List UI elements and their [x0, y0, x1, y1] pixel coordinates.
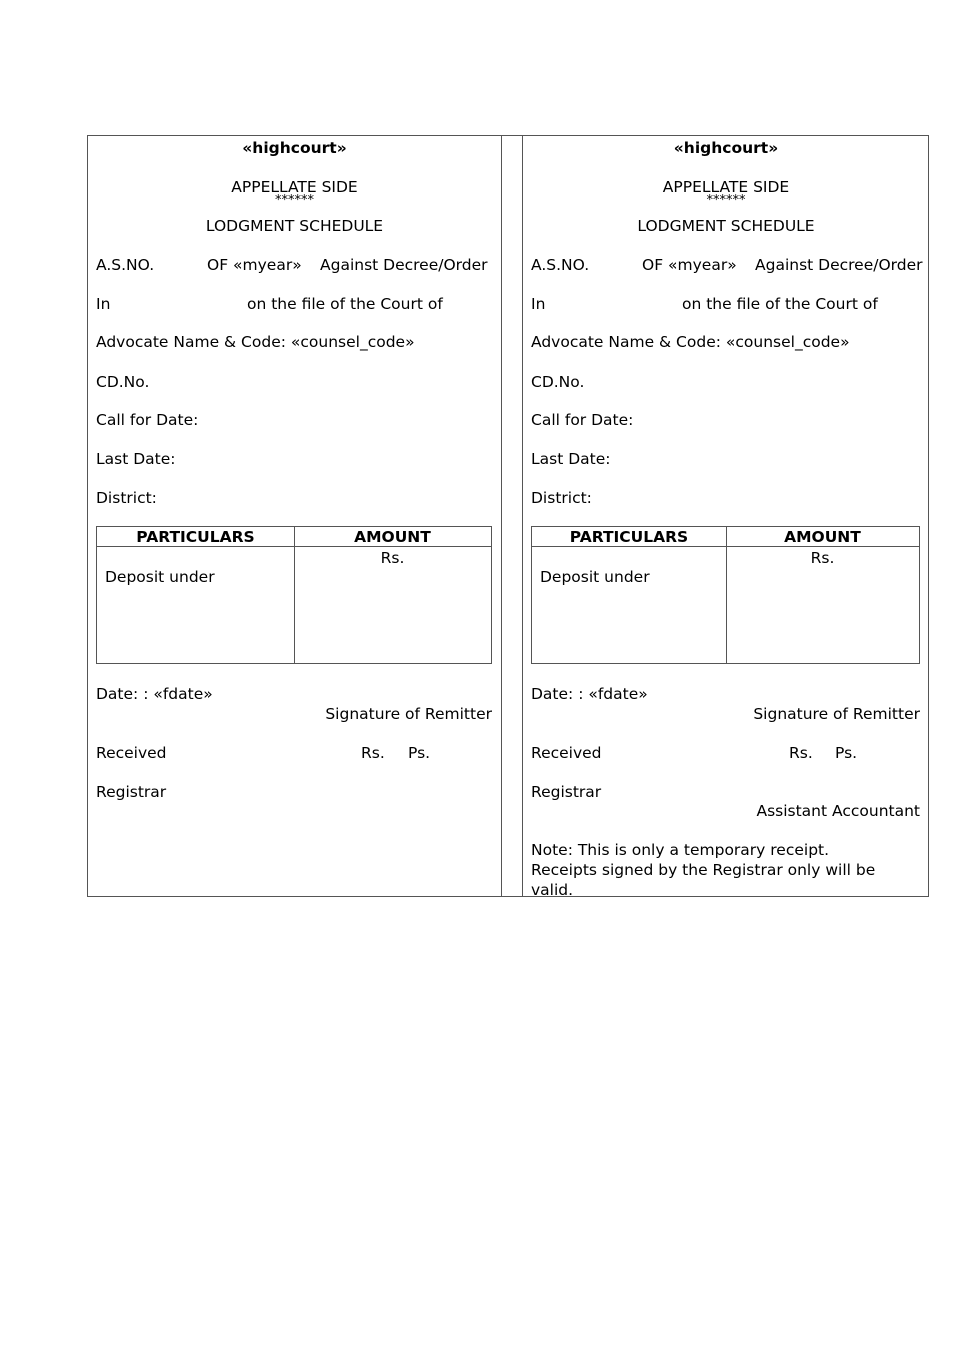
amount-header: AMOUNT [784, 528, 861, 546]
court-field: «highcourt» [673, 139, 779, 157]
court-file-label: on the file of the Court of [682, 295, 878, 313]
received-label: Received [96, 744, 167, 762]
signature-of-remitter-label: Signature of Remitter [753, 705, 920, 723]
right-receipt-panel [523, 136, 929, 899]
rs-label: Rs. [789, 744, 813, 762]
lodgment-schedule-title: LODGMENT SCHEDULE [637, 217, 815, 235]
cd-no-label: CD.No. [96, 373, 150, 391]
appellate-side-heading: APPELLATE SIDE [662, 178, 790, 196]
against-decree-label: Against Decree/Order [320, 256, 488, 274]
deposit-under-label: Deposit under [105, 568, 215, 586]
in-label: In [531, 295, 546, 313]
left-receipt-panel [88, 136, 501, 896]
rs-label: Rs. [361, 744, 385, 762]
court-file-label: on the file of the Court of [247, 295, 443, 313]
signature-of-remitter-label: Signature of Remitter [325, 705, 492, 723]
lodgment-schedule-sheet [87, 135, 929, 897]
advocate-label: Advocate Name & Code: «counsel_code» [96, 333, 415, 351]
call-for-date-label: Call for Date: [531, 411, 634, 429]
last-date-label: Last Date: [531, 450, 611, 468]
registrar-label: Registrar [531, 783, 602, 801]
of-year-field: OF «myear» [642, 256, 737, 274]
assistant-accountant-label: Assistant Accountant [756, 802, 920, 820]
ps-label: Ps. [408, 744, 431, 762]
appellate-side-heading: APPELLATE SIDE [231, 178, 358, 196]
received-label: Received [531, 744, 602, 762]
in-label: In [96, 295, 111, 313]
gutter-line-left [501, 136, 502, 896]
of-year-field: OF «myear» [207, 256, 302, 274]
deposit-under-label: Deposit under [540, 568, 650, 586]
court-field: «highcourt» [242, 139, 347, 157]
advocate-label: Advocate Name & Code: «counsel_code» [531, 333, 850, 351]
date-field: Date: : «fdate» [96, 685, 213, 703]
call-for-date-label: Call for Date: [96, 411, 199, 429]
star-separator: ****** [275, 193, 314, 208]
district-label: District: [531, 489, 592, 507]
last-date-label: Last Date: [96, 450, 176, 468]
particulars-table [96, 526, 492, 664]
particulars-header: PARTICULARS [136, 528, 255, 546]
ps-label: Ps. [835, 744, 858, 762]
amount-currency: Rs. [380, 549, 405, 567]
date-field: Date: : «fdate» [531, 685, 648, 703]
star-separator: ****** [706, 193, 746, 208]
against-decree-label: Against Decree/Order [755, 256, 923, 274]
temporary-receipt-note: Note: This is only a temporary receipt. Receipts signed by the Registrar only will be valid. [531, 841, 876, 899]
amount-currency: Rs. [810, 549, 835, 567]
lodgment-schedule-title: LODGMENT SCHEDULE [205, 217, 384, 235]
particulars-table [531, 526, 920, 664]
amount-header: AMOUNT [354, 528, 431, 546]
cd-no-label: CD.No. [531, 373, 585, 391]
district-label: District: [96, 489, 157, 507]
asno-label: A.S.NO. [96, 256, 155, 274]
particulars-header: PARTICULARS [569, 528, 689, 546]
asno-label: A.S.NO. [531, 256, 590, 274]
registrar-label: Registrar [96, 783, 167, 801]
